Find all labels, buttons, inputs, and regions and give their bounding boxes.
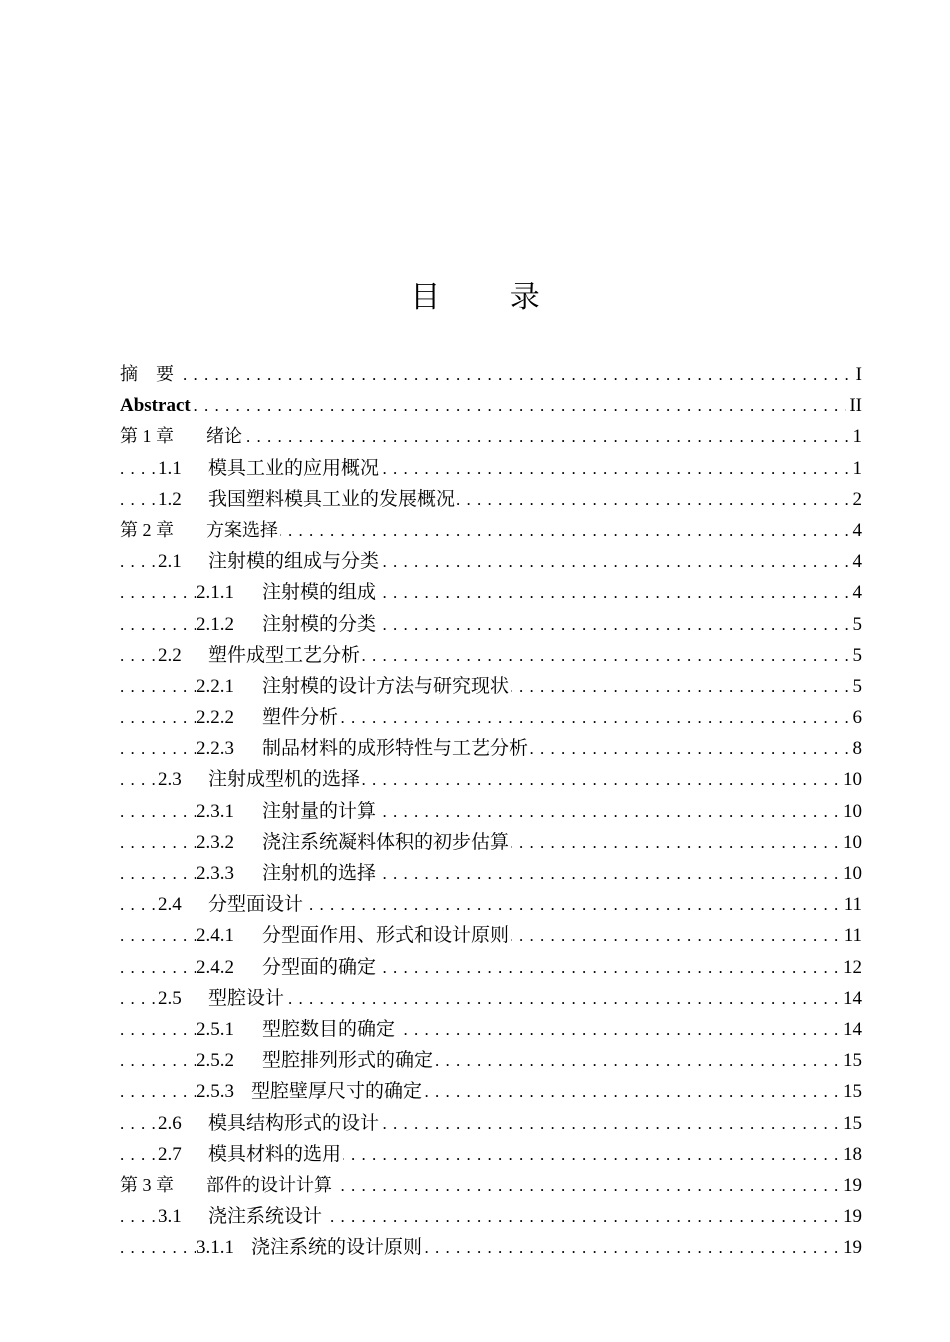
- toc-entry-2-4-1[interactable]: [120, 920, 862, 951]
- toc-entry-number: 2.1: [158, 551, 182, 573]
- toc-entry-label: 注射机的选择: [262, 863, 377, 884]
- toc-page-number: 19: [840, 1232, 862, 1263]
- toc-entry-number: 2.3: [158, 769, 182, 791]
- toc-entry-label: 注射模的组成: [262, 582, 377, 604]
- toc-entry-number: 1.2: [158, 488, 182, 510]
- toc-entry-2-3-1[interactable]: [120, 796, 862, 827]
- toc-entry-number: 2.5.3: [196, 1081, 234, 1103]
- toc-entry-1-2[interactable]: [120, 484, 862, 515]
- toc-entry-number: 2.5.2: [196, 1050, 234, 1072]
- toc-entry-number: 第 2 章: [120, 519, 174, 540]
- toc-entry-2-7[interactable]: [120, 1139, 862, 1170]
- toc-entry-label: 型腔壁厚尺寸的确定: [251, 1081, 423, 1103]
- toc-entry-label: 浇注系统凝料体积的初步估算: [262, 831, 510, 853]
- toc-page-number: 10: [840, 796, 862, 827]
- toc-page-number: 4: [850, 515, 863, 546]
- toc-entry-label: 注射模的分类: [262, 613, 377, 635]
- toc-page-number: 1: [850, 453, 863, 484]
- toc-page-number: I: [853, 359, 862, 390]
- toc-entry-chapter-3[interactable]: [120, 1170, 862, 1201]
- toc-page-number: 11: [841, 920, 862, 951]
- toc-entry-2-4[interactable]: [120, 889, 862, 920]
- toc-entry-label: 注射量的计算: [262, 800, 377, 822]
- toc-entry-label: 分型面的确定: [262, 956, 377, 978]
- toc-entry-label: 分型面设计: [208, 894, 304, 916]
- toc-entry-number: 2.7: [158, 1143, 182, 1165]
- toc-entry-number: 2.5.1: [196, 1018, 234, 1040]
- toc-entry-label: 模具材料的选用: [208, 1143, 342, 1165]
- toc-entry-2-5[interactable]: [120, 983, 862, 1014]
- toc-entry-2-6[interactable]: [120, 1108, 862, 1139]
- toc-page-number: 6: [850, 702, 863, 733]
- table-of-contents: [120, 359, 862, 1263]
- toc-entry-label: 我国塑料模具工业的发展概况: [208, 488, 456, 510]
- toc-entry-number: 2.1.1: [196, 582, 234, 604]
- toc-entry-2-5-2[interactable]: [120, 1045, 862, 1076]
- toc-entry-number: 2.6: [158, 1112, 182, 1134]
- toc-entry-number: 1.1: [158, 457, 182, 479]
- toc-entry-number: 2.5: [158, 987, 182, 1009]
- toc-entry-number: 2.4.1: [196, 925, 234, 947]
- toc-entry-label: 浇注系统设计: [208, 1206, 323, 1228]
- toc-entry-number: 2.2.3: [196, 738, 234, 760]
- page-title: 目 录: [410, 280, 570, 315]
- toc-entry-2-2[interactable]: [120, 640, 862, 671]
- toc-page-number: 2: [850, 484, 863, 515]
- toc-entry-2-4-2[interactable]: [120, 952, 862, 983]
- toc-entry-2-1-2[interactable]: [120, 609, 862, 640]
- toc-entry-label: 绪论: [206, 426, 242, 448]
- toc-page-number: 5: [850, 640, 863, 671]
- toc-page-number: II: [846, 390, 862, 421]
- toc-entry-1-1[interactable]: [120, 453, 862, 484]
- toc-entry-label: 型腔排列形式的确定: [262, 1050, 434, 1072]
- toc-entry-2-2-1[interactable]: [120, 671, 862, 702]
- toc-entry-label: 塑件分析: [262, 707, 339, 729]
- toc-entry-3-1[interactable]: [120, 1201, 862, 1232]
- toc-entry-label: 型腔设计: [208, 987, 285, 1009]
- toc-page-number: 8: [850, 733, 863, 764]
- toc-entry-chapter-1[interactable]: [120, 421, 862, 452]
- toc-page-number: 5: [850, 671, 863, 702]
- toc-entry-number: 2.2.1: [196, 675, 234, 697]
- toc-entry-number: 第 1 章: [120, 426, 174, 447]
- toc-entry-label: 模具工业的应用概况: [208, 457, 380, 479]
- toc-entry-label: 制品材料的成形特性与工艺分析: [262, 738, 529, 760]
- toc-page-number: 12: [840, 952, 862, 983]
- toc-entry-abstract-en[interactable]: [120, 390, 862, 421]
- toc-entry-label: 塑件成型工艺分析: [208, 644, 361, 666]
- toc-entry-3-1-1[interactable]: [120, 1232, 862, 1263]
- toc-entry-number: 2.1.2: [196, 613, 234, 635]
- toc-entry-2-2-3[interactable]: [120, 733, 862, 764]
- toc-entry-number: 2.3.1: [196, 800, 234, 822]
- toc-entry-label: 部件的设计计算: [206, 1174, 332, 1196]
- toc-entry-label: 注射模的组成与分类: [208, 551, 380, 573]
- toc-entry-number: 2.4.2: [196, 956, 234, 978]
- toc-page-number: 10: [840, 827, 862, 858]
- toc-entry-2-3-2[interactable]: [120, 827, 862, 858]
- toc-entry-label: Abstract: [120, 395, 191, 417]
- toc-entry-label: 型腔数目的确定: [262, 1018, 396, 1040]
- toc-page-number: 10: [840, 764, 862, 795]
- toc-page-number: 10: [840, 858, 862, 889]
- toc-page-number: 15: [840, 1108, 862, 1139]
- toc-entry-label: 模具结构形式的设计: [208, 1112, 380, 1134]
- toc-entry-label: 注射成型机的选择: [208, 769, 361, 791]
- toc-page-number: 14: [840, 1014, 862, 1045]
- toc-entry-number: 2.3.3: [196, 863, 234, 884]
- toc-entry-2-5-1[interactable]: [120, 1014, 862, 1045]
- toc-entry-label: 注射模的设计方法与研究现状: [262, 675, 510, 697]
- toc-entry-2-2-2[interactable]: [120, 702, 862, 733]
- toc-page-number: 15: [840, 1076, 862, 1107]
- toc-entry-number: 2.3.2: [196, 831, 234, 853]
- toc-entry-number: 3.1.1: [196, 1237, 234, 1259]
- toc-entry-2-3-3[interactable]: [120, 858, 862, 889]
- toc-page-number: 4: [850, 546, 863, 577]
- toc-entry-chapter-2[interactable]: [120, 515, 862, 546]
- toc-entry-label: 分型面作用、形式和设计原则: [262, 925, 510, 947]
- toc-page-number: 15: [840, 1045, 862, 1076]
- toc-entry-abstract-cn[interactable]: [120, 359, 862, 390]
- toc-entry-number: 2.2: [158, 644, 182, 666]
- toc-entry-label: 摘 要: [120, 364, 174, 385]
- toc-page-number: 19: [840, 1201, 862, 1232]
- toc-entry-label: 浇注系统的设计原则: [251, 1237, 423, 1259]
- toc-page-number: 4: [850, 577, 863, 608]
- toc-page-number: 19: [840, 1170, 862, 1201]
- toc-entry-number: 第 3 章: [120, 1174, 174, 1195]
- toc-entry-2-3[interactable]: [120, 764, 862, 795]
- toc-entry-2-1[interactable]: [120, 546, 862, 577]
- toc-page-number: 18: [840, 1139, 862, 1170]
- toc-entry-label: 方案选择: [206, 519, 278, 541]
- toc-entry-2-5-3[interactable]: [120, 1076, 862, 1107]
- toc-page-number: 11: [841, 889, 862, 920]
- toc-entry-2-1-1[interactable]: [120, 577, 862, 608]
- toc-page-number: 5: [850, 609, 863, 640]
- toc-entry-number: 2.4: [158, 894, 182, 916]
- toc-entry-number: 3.1: [158, 1206, 182, 1228]
- toc-page-number: 1: [850, 421, 863, 452]
- toc-page-number: 14: [840, 983, 862, 1014]
- toc-entry-number: 2.2.2: [196, 707, 234, 729]
